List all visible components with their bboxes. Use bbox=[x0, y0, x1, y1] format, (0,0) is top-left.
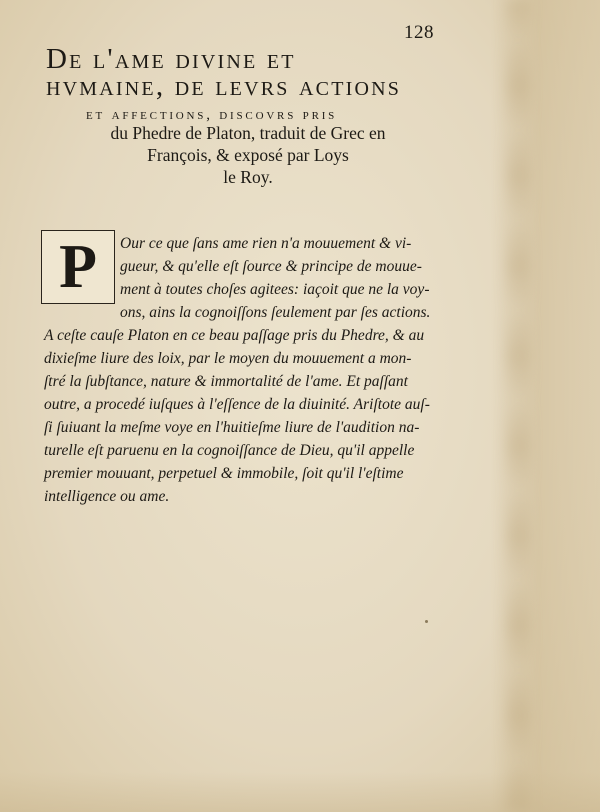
title-line: De l'ame divine et bbox=[46, 43, 296, 75]
text-line: turelle eſt paruenu en la cognoiſſance de Dieu, qu'il appelle bbox=[44, 442, 415, 459]
water-stain bbox=[506, 0, 530, 812]
text-line: intelligence ou ame. bbox=[44, 488, 170, 505]
text-line: A ceſte cauſe Platon en ce beau paſſage pris du Phedre, & au bbox=[44, 327, 425, 344]
text-line: dixieſme liure des loix, par le moyen du mouuement a mon- bbox=[44, 350, 412, 367]
credit-line: François, & exposé par Loys bbox=[147, 145, 349, 165]
body-paragraph bbox=[44, 232, 439, 508]
text-line: ment à toutes choſes agitees: iaçoit que ne la voy- bbox=[120, 281, 430, 298]
text-line: Our ce que ſans ame rien n'a mouuement & vi- bbox=[120, 235, 412, 252]
page-bottom-shade bbox=[0, 772, 600, 812]
chapter-subtitle: et affections, discovrs pris bbox=[86, 107, 338, 123]
text-line: ons, ains la cognoiſſons ſeulement par ſes actions. bbox=[120, 304, 431, 321]
ink-speck bbox=[425, 620, 428, 623]
text-line: ſi ſuiuant la meſme voye en l'huitieſme liure de l'audition na- bbox=[44, 419, 420, 436]
translator-credit bbox=[88, 122, 408, 188]
page-number: 128 bbox=[404, 22, 434, 43]
text-line: gueur, & qu'elle eſt ſource & principe de mouue- bbox=[120, 258, 422, 275]
credit-line: le Roy. bbox=[223, 167, 273, 187]
text-line: premier mouuant, perpetuel & immobile, ſoit qu'il l'eſtime bbox=[44, 465, 404, 482]
drop-cap-letter: P bbox=[59, 233, 97, 301]
credit-line: du Phedre de Platon, traduit de Grec en bbox=[110, 123, 386, 143]
text-line: outre, a procedé iuſques à l'eſſence de la diuinité. Ariſtote auſ- bbox=[44, 396, 430, 413]
title-line: hvmaine, de levrs actions bbox=[46, 70, 402, 102]
chapter-title bbox=[46, 43, 446, 102]
text-line: ſtré la ſubſtance, nature & immortalité de l'ame. Et paſſant bbox=[44, 373, 408, 390]
